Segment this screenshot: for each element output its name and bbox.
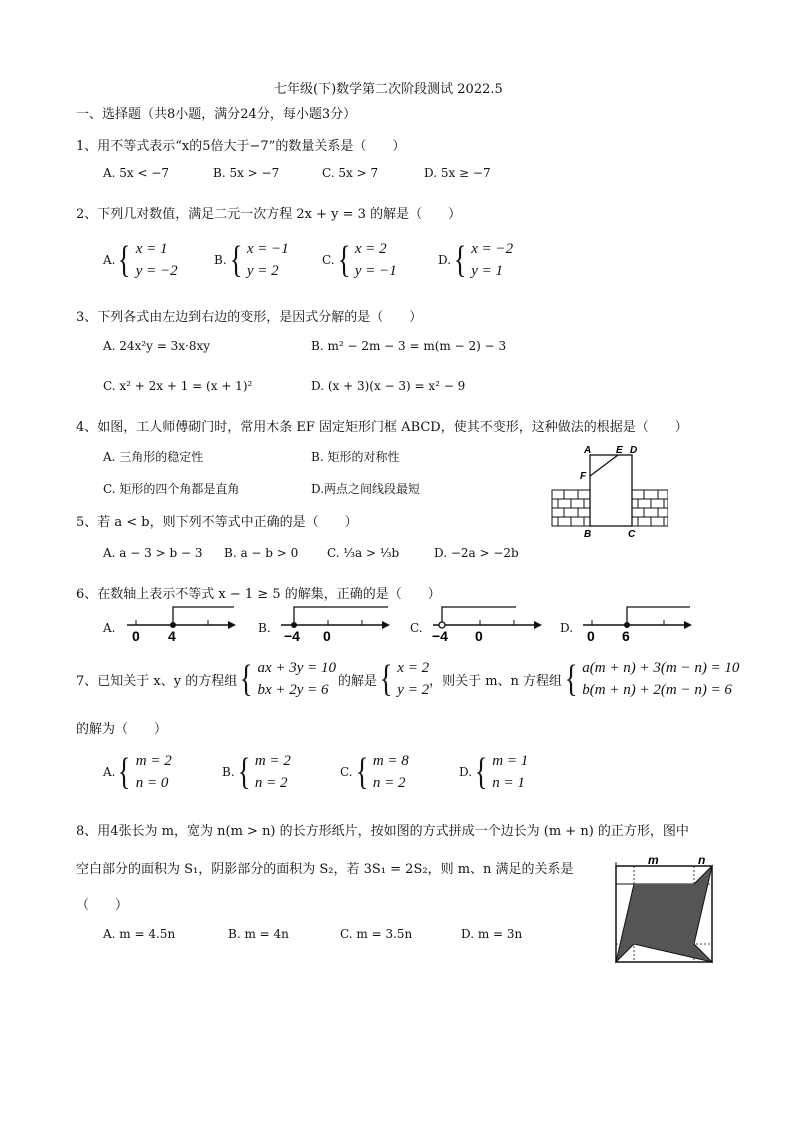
q5-stem: 5、若 a < b，则下列不等式中正确的是（ ） xyxy=(76,515,358,530)
q4-option-d: D.两点之间线段最短 xyxy=(311,482,421,496)
q6-option-c-label: C. xyxy=(410,621,423,635)
tick-label: −4 xyxy=(432,628,448,644)
section-heading: 一、选择题（共8小题，满分24分，每小题3分） xyxy=(76,107,357,122)
label-f: F xyxy=(580,471,587,482)
tick-label: 4 xyxy=(168,628,176,644)
tick-label: −4 xyxy=(284,628,300,644)
page-title: 七年级(下)数学第二次阶段测试 2022.5 xyxy=(274,82,503,97)
q8-option-c: C. m = 3.5n xyxy=(340,927,413,941)
tick-label: 0 xyxy=(132,628,140,644)
tick-label: 0 xyxy=(323,628,331,644)
q7-stem-part: ，则关于 m、n 方程组 xyxy=(429,673,563,689)
q6-number-line-d xyxy=(578,604,698,644)
q5-option-c: C. ⅓a > ⅓b xyxy=(327,546,400,560)
q8-option-a: A. m = 4.5n xyxy=(103,927,176,941)
q1-option-a: A. 5x < −7 xyxy=(103,166,170,180)
q1-option-b: B. 5x > −7 xyxy=(213,166,280,180)
label-m: m xyxy=(648,854,659,867)
tick-label: 0 xyxy=(587,628,595,644)
q2-option-b: B. { x = −1 y = 2 xyxy=(214,239,289,281)
q7-option-c: C. { m = 8 n = 2 xyxy=(340,751,409,793)
q8-stem-line2: 空白部分的面积为 S₁，阴影部分的面积为 S₂，若 3S₁ = 2S₂，则 m、n 满足的关系是 xyxy=(76,862,574,877)
q7-option-b: B. { m = 2 n = 2 xyxy=(222,751,291,793)
q7-stem: 7、已知关于 x、y 的方程组 { ax + 3y = 10 bx + 2y = 6 的解是 { x = 2 y = 2 ，则关于 m、n 方程组 { a(m + n) + 3(m − n) = 10 b(m + n) + 2(m − n) = 6 xyxy=(76,658,740,700)
q5-option-b: B. a − b > 0 xyxy=(224,546,299,560)
label-n: n xyxy=(698,854,706,867)
q6-option-a-label: A. xyxy=(103,621,116,635)
q6-number-line-c xyxy=(428,604,548,644)
q2-option-c: C. { x = 2 y = −1 xyxy=(322,239,397,281)
q6-number-line-b xyxy=(276,604,396,644)
q5-option-d: D. −2a > −2b xyxy=(434,546,519,560)
q6-number-line-a xyxy=(122,604,242,644)
q7-system-3: a(m + n) + 3(m − n) = 10 b(m + n) + 2(m − n) = 6 xyxy=(582,660,740,698)
q7-stem-part: 7、已知关于 x、y 的方程组 xyxy=(76,673,238,689)
square-pinwheel-figure xyxy=(608,854,718,966)
q4-option-a: A. 三角形的稳定性 xyxy=(103,450,204,464)
q8-stem-line1: 8、用4张长为 m，宽为 n(m > n) 的长方形纸片，按如图的方式拼成一个边长为 (m + n) 的正方形，图中 xyxy=(76,824,689,839)
q4-option-b: B. 矩形的对称性 xyxy=(311,450,400,464)
q2-option-a: A. { x = 1 y = −2 xyxy=(103,239,178,281)
q1-stem: 1、用不等式表示“x的5倍大于−7”的数量关系是（ ） xyxy=(76,139,406,154)
q3-option-c: C. x² + 2x + 1 = (x + 1)² xyxy=(103,379,253,393)
q7-option-a: A. { m = 2 n = 0 xyxy=(103,751,172,793)
q7-stem-end: 的解为（ ） xyxy=(76,722,168,737)
label-b: B xyxy=(584,529,592,540)
q3-option-a: A. 24x²y = 3x·8xy xyxy=(103,339,211,353)
label-d: D xyxy=(630,445,638,456)
tick-label: 6 xyxy=(622,628,630,644)
q7-system-1: ax + 3y = 10 bx + 2y = 6 xyxy=(257,660,337,698)
q7-option-d: D. { m = 1 n = 1 xyxy=(459,751,529,793)
q3-stem: 3、下列各式由左边到右边的变形，是因式分解的是（ ） xyxy=(76,310,423,325)
q5-option-a: A. a − 3 > b − 3 xyxy=(103,546,203,560)
q4-option-c: C. 矩形的四个角都是直角 xyxy=(103,482,240,496)
q2-option-d: D. { x = −2 y = 1 xyxy=(438,239,514,281)
q7-stem-part: 的解是 xyxy=(338,673,378,689)
q3-option-b: B. m² − 2m − 3 = m(m − 2) − 3 xyxy=(311,339,507,353)
q7-system-2: x = 2 y = 2 xyxy=(397,660,430,698)
door-frame-figure xyxy=(548,440,668,540)
q1-option-d: D. 5x ≥ −7 xyxy=(424,166,491,180)
label-e: E xyxy=(616,445,623,456)
label-a: A xyxy=(584,445,592,456)
q1-option-c: C. 5x > 7 xyxy=(322,166,379,180)
q6-stem: 6、在数轴上表示不等式 x − 1 ≥ 5 的解集，正确的是（ ） xyxy=(76,587,441,602)
q8-option-d: D. m = 3n xyxy=(461,927,523,941)
q8-option-b: B. m = 4n xyxy=(228,927,289,941)
q4-stem: 4、如图，工人师傅砌门时，常用木条 EF 固定矩形门框 ABCD，使其不变形，这种做法的根据是（ ） xyxy=(76,420,688,435)
q8-stem-line3: （ ） xyxy=(76,898,129,913)
q3-option-d: D. (x + 3)(x − 3) = x² − 9 xyxy=(311,379,466,393)
q2-stem: 2、下列几对数值，满足二元一次方程 2x + y = 3 的解是（ ） xyxy=(76,207,462,222)
q6-option-d-label: D. xyxy=(560,621,574,635)
label-c: C xyxy=(628,529,636,540)
tick-label: 0 xyxy=(475,628,483,644)
q6-option-b-label: B. xyxy=(258,621,271,635)
